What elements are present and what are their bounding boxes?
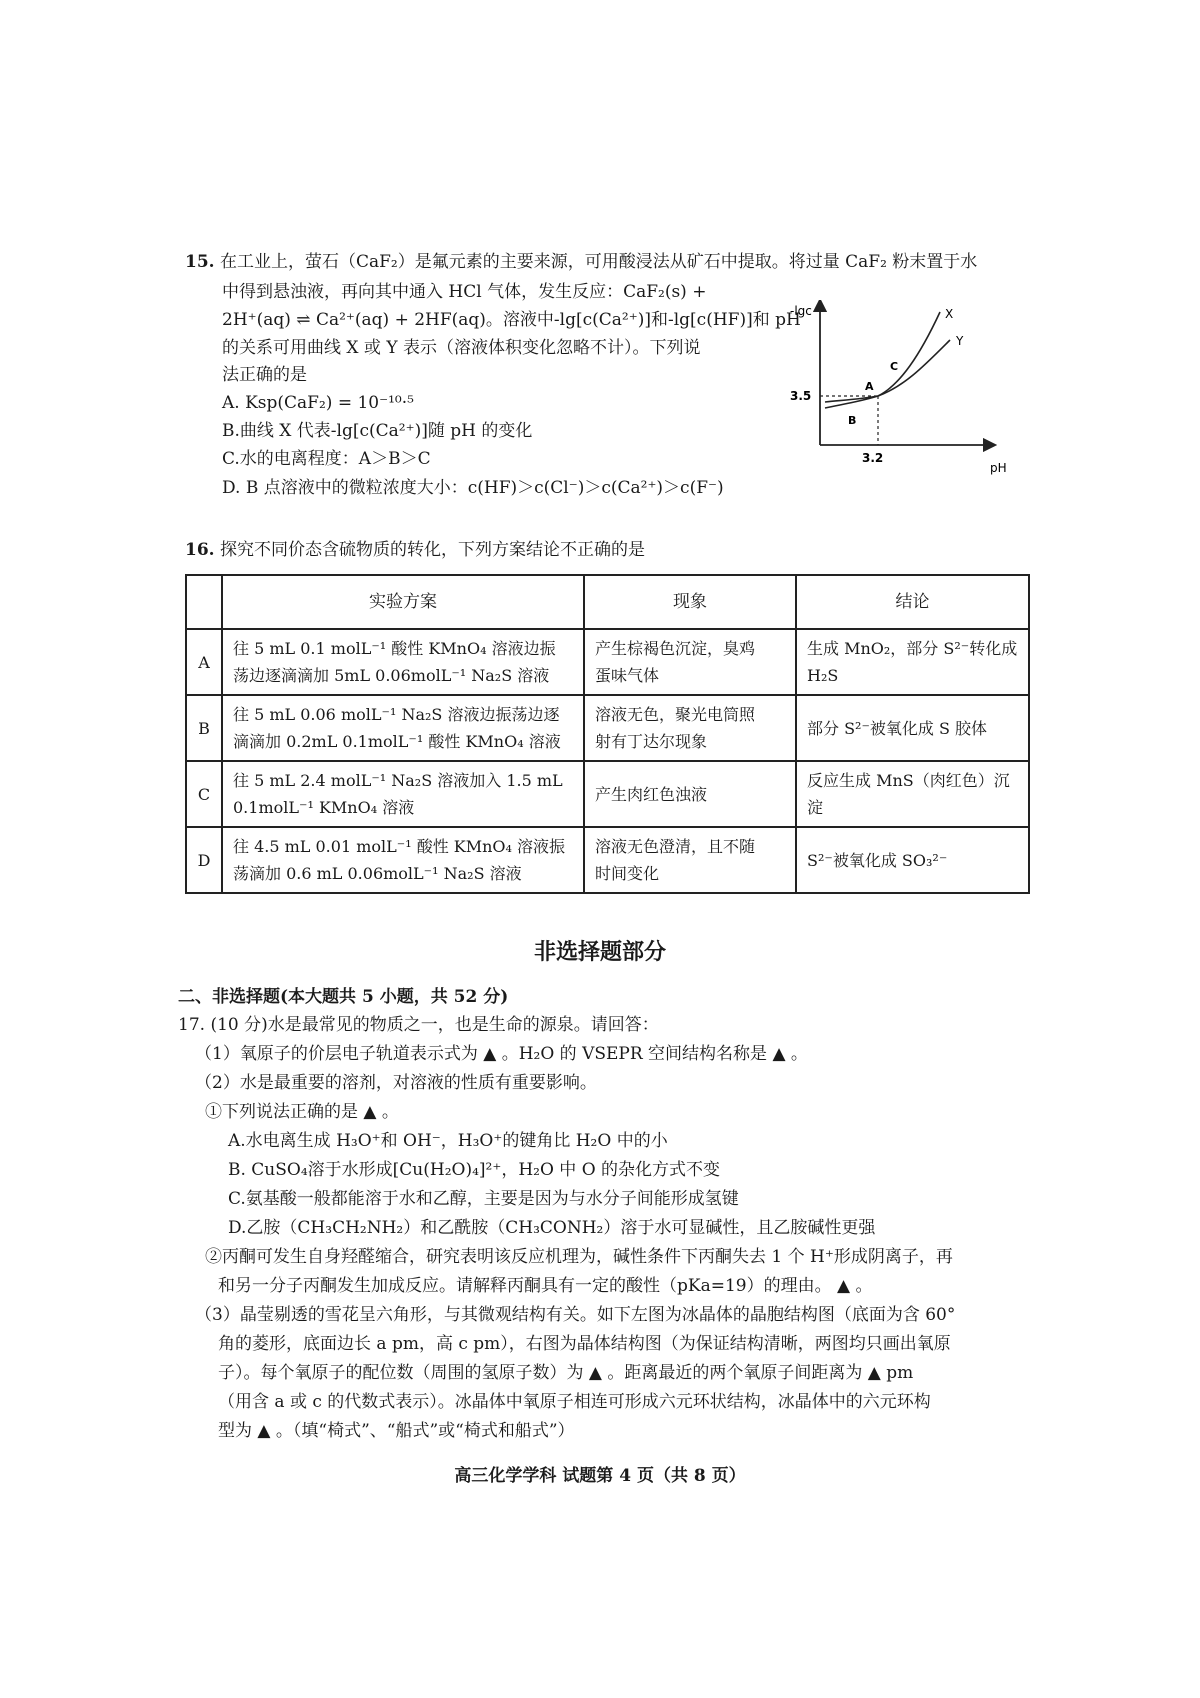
conclusion-cell: 生成 MnO₂，部分 S²⁻转化成 H₂S <box>796 629 1029 695</box>
q16-stem: 探究不同价态含硫物质的转化，下列方案结论不正确的是 <box>219 540 645 560</box>
curve-y-label: Y <box>956 334 964 348</box>
q16-number: 16. <box>185 540 215 560</box>
header-phenomenon: 现象 <box>584 575 796 629</box>
x-axis-label: pH <box>990 461 1007 475</box>
q15-line-1 <box>185 250 977 274</box>
q15-line-4: 的关系可用曲线 X 或 Y 表示（溶液体积变化忽略不计）。下列说 <box>222 338 701 358</box>
table-row <box>186 629 1029 695</box>
plan-cell: 往 4.5 mL 0.01 molL⁻¹ 酸性 KMnO₄ 溶液振 荡滴加 0.6 mL 0.06molL⁻¹ Na₂S 溶液 <box>222 827 584 893</box>
y-tick-label: 3.5 <box>790 389 812 403</box>
q17-line-3: （2）水是最重要的溶剂，对溶液的性质有重要影响。 <box>195 1073 597 1093</box>
q15-line-5: 法正确的是 <box>222 365 307 385</box>
q15-option-a: A. Ksp(CaF₂) = 10⁻¹⁰·⁵ <box>222 393 414 413</box>
table-row <box>186 695 1029 761</box>
q17-line-2: （1）氧原子的价层电子轨道表示式为 ▲ 。H₂O 的 VSEPR 空间结构名称是 ▲ 。 <box>195 1044 808 1064</box>
q17-line-12: 角的菱形，底面边长 a pm，高 c pm），右图为晶体结构图（为保证结构清晰，两图均只画出氧原 <box>218 1334 951 1354</box>
part2-header: 二、非选择题(本大题共 5 小题，共 52 分) <box>178 987 509 1007</box>
plan-cell: 往 5 mL 0.06 molL⁻¹ Na₂S 溶液边振荡边逐 滴滴加 0.2mL 0.1molL⁻¹ 酸性 KMnO₄ 溶液 <box>222 695 584 761</box>
q15-text-1: 在工业上，萤石（CaF₂）是氟元素的主要来源，可用酸浸法从矿石中提取。将过量 CaF₂ 粉末置于水 <box>219 252 978 272</box>
y-axis-label: -lgc <box>790 304 812 318</box>
conclusion-cell: 反应生成 MnS（肉红色）沉 淀 <box>796 761 1029 827</box>
point-c-label: C <box>890 360 899 373</box>
q17-line-11: （3）晶莹剔透的雪花呈六角形，与其微观结构有关。如下左图为冰晶体的晶胞结构图（底面为含 60° <box>195 1305 956 1325</box>
row-label: C <box>186 761 222 827</box>
q17-line-1: 17. (10 分)水是最常见的物质之一，也是生命的源泉。请回答： <box>178 1015 659 1035</box>
q15-line-3: 2H⁺(aq) ⇌ Ca²⁺(aq) + 2HF(aq)。溶液中-lg[c(Ca²⁺)]和-lg[c(HF)]和 pH <box>222 310 801 330</box>
q17-line-7: C.氨基酸一般都能溶于水和乙醇，主要是因为与水分子间能形成氢键 <box>228 1189 739 1209</box>
q15-option-b: B.曲线 X 代表-lg[c(Ca²⁺)]随 pH 的变化 <box>222 421 533 441</box>
q17-line-5: A.水电离生成 H₃O⁺和 OH⁻，H₃O⁺的键角比 H₂O 中的小 <box>228 1131 668 1151</box>
q17-line-13: 子）。每个氧原子的配位数（周围的氢原子数）为 ▲ 。距离最近的两个氧原子间距离为 ▲ pm <box>218 1363 914 1383</box>
q17-line-4: ①下列说法正确的是 ▲ 。 <box>205 1102 399 1122</box>
q17-line-6: B. CuSO₄溶于水形成[Cu(H₂O)₄]²⁺，H₂O 中 O 的杂化方式不变 <box>228 1160 721 1180</box>
section-title: 非选择题部分 <box>533 940 666 965</box>
phenomenon-cell: 产生肉红色浊液 <box>584 761 796 827</box>
x-tick-label: 3.2 <box>862 451 884 465</box>
q17-line-8: D.乙胺（CH₃CH₂NH₂）和乙酰胺（CH₃CONH₂）溶于水可显碱性，且乙胺碱性更强 <box>228 1218 876 1238</box>
q16-stem-line <box>185 538 645 562</box>
header-plan: 实验方案 <box>222 575 584 629</box>
q15-number: 15. <box>185 252 215 272</box>
q17-line-9: ②丙酮可发生自身羟醛缩合，研究表明该反应机理为，碱性条件下丙酮失去 1 个 H⁺形成阴离子，再 <box>205 1247 953 1267</box>
q15-option-d: D. B 点溶液中的微粒浓度大小：c(HF)＞c(Cl⁻)＞c(Ca²⁺)＞c(F⁻) <box>222 478 724 498</box>
plan-cell: 往 5 mL 2.4 molL⁻¹ Na₂S 溶液加入 1.5 mL 0.1molL⁻¹ KMnO₄ 溶液 <box>222 761 584 827</box>
plan-cell: 往 5 mL 0.1 molL⁻¹ 酸性 KMnO₄ 溶液边振 荡边逐滴滴加 5mL 0.06molL⁻¹ Na₂S 溶液 <box>222 629 584 695</box>
q15-option-c: C.水的电离程度：A＞B＞C <box>222 449 431 469</box>
point-a-label: A <box>865 380 874 393</box>
q17-line-14: （用含 a 或 c 的代数式表示）。冰晶体中氧原子相连可形成六元环状结构，冰晶体中的六元环构 <box>218 1392 931 1412</box>
curve-y <box>825 340 950 402</box>
q15-graph <box>790 300 1020 480</box>
table-row <box>186 761 1029 827</box>
curve-x-label: X <box>945 307 954 321</box>
phenomenon-cell: 产生棕褐色沉淀，臭鸡 蛋味气体 <box>584 629 796 695</box>
q15-line-2: 中得到悬浊液，再向其中通入 HCl 气体，发生反应：CaF₂(s) + <box>222 282 707 302</box>
header-conclusion: 结论 <box>796 575 1029 629</box>
row-label: D <box>186 827 222 893</box>
table-row <box>186 827 1029 893</box>
page-footer: 高三化学学科 试题第 4 页（共 8 页） <box>454 1466 746 1486</box>
q16-table-header <box>186 575 1029 629</box>
row-label: B <box>186 695 222 761</box>
q17-line-10: 和另一分子丙酮发生加成反应。请解释丙酮具有一定的酸性（pKa=19）的理由。 ▲ 。 <box>218 1276 873 1296</box>
q17-line-15: 型为 ▲ 。（填“椅式”、“船式”或“椅式和船式”） <box>218 1421 575 1441</box>
conclusion-cell: 部分 S²⁻被氧化成 S 胶体 <box>796 695 1029 761</box>
row-label: A <box>186 629 222 695</box>
q16-table <box>185 574 1030 894</box>
header-blank <box>186 575 222 629</box>
phenomenon-cell: 溶液无色澄清，且不随 时间变化 <box>584 827 796 893</box>
point-b-label: B <box>848 414 857 427</box>
phenomenon-cell: 溶液无色，聚光电筒照 射有丁达尔现象 <box>584 695 796 761</box>
conclusion-cell: S²⁻被氧化成 SO₃²⁻ <box>796 827 1029 893</box>
